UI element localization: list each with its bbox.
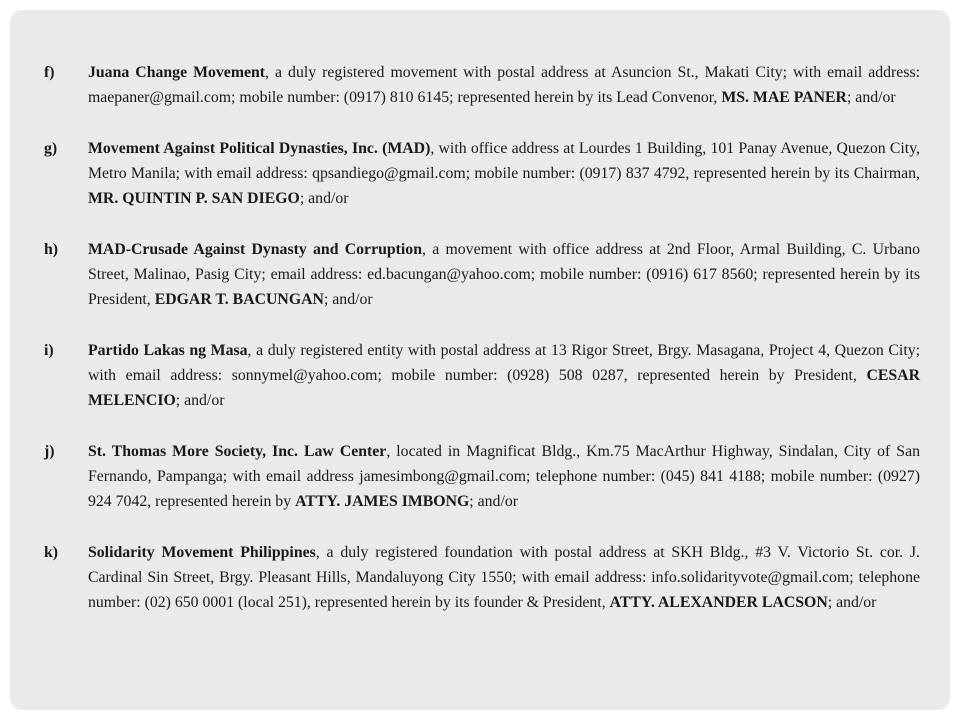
representative-name: MR. QUINTIN P. SAN DIEGO [88,190,300,207]
item-description: , a movement with office address at 2nd Floor, Armal Building, C. Urbano Street, Malinao, Pasig City; email address: ed.bacungan@yahoo.com; mobile number: (0916) 617 8560; represented herein by its President, [88,241,920,308]
item-marker: k) [44,544,59,561]
item-description: , a duly registered foundation with postal address at SKH Bldg., #3 V. Victorio St. cor. J. Cardinal Sin Street, Brgy. Pleasant Hills, Mandaluyong City 1550; with email address: info.solidarityvote@gmail.com; telephone number: (02) 650 0001 (local 251), represented herein by its founder & President, [88,544,920,611]
item-ending: ; and/or [469,493,518,510]
item-ending: ; and/or [846,89,896,106]
petitioner-list [44,60,920,641]
list-item-i [44,338,920,413]
representative-name: ATTY. ALEXANDER LACSON [609,594,828,611]
item-marker: i) [44,342,54,359]
organization-name: MAD-Crusade Against Dynasty and Corruption [88,241,422,258]
representative-name: CESAR MELENCIO [88,367,920,409]
slide-background [10,10,950,710]
item-marker: h) [44,241,59,258]
item-description: , with office address at Lourdes 1 Building, 101 Panay Avenue, Quezon City, Metro Manila; with email address: qpsandiego@gmail.com; mobile number: (0917) 837 4792, represented herein by its Chairman, [88,140,921,182]
representative-name: ATTY. JAMES IMBONG [295,493,470,510]
item-marker: f) [44,64,55,81]
organization-name: Solidarity Movement Philippines [88,544,316,561]
item-marker: j) [44,443,55,460]
item-description: , a duly registered entity with postal address at 13 Rigor Street, Brgy. Masagana, Project 4, Quezon City; with email address: sonnymel@yahoo.com; mobile number: (0928) 508 0287, represented herein by President, [88,342,921,384]
organization-name: St. Thomas More Society, Inc. Law Center [88,443,387,460]
item-description: , located in Magnificat Bldg., Km.75 MacArthur Highway, Sindalan, City of San Fernando, Pampanga; with email address jamesimbong@gmail.com; telephone number: (045) 841 4188; mobile number: (0927) 924 7042, represented herein by [88,443,920,510]
representative-name: MS. MAE PANER [721,89,847,106]
list-item-h [44,237,920,312]
item-ending: ; and/or [299,190,349,207]
list-item-k [44,540,920,615]
organization-name: Movement Against Political Dynasties, Inc. (MAD) [88,140,431,157]
item-marker: g) [44,140,58,157]
item-ending: ; and/or [175,392,225,409]
item-ending: ; and/or [323,291,373,308]
list-item-f [44,60,920,110]
list-item-j [44,439,920,514]
representative-name: EDGAR T. BACUNGAN [154,291,324,308]
item-ending: ; and/or [827,594,877,611]
organization-name: Partido Lakas ng Masa [88,342,248,359]
list-item-g [44,136,920,211]
organization-name: Juana Change Movement [88,64,266,81]
item-description: , a duly registered movement with postal address at Asuncion St., Makati City; with email address: maepaner@gmail.com; mobile number: (0917) 810 6145; represented herein by its Lead Convenor, [88,64,921,106]
